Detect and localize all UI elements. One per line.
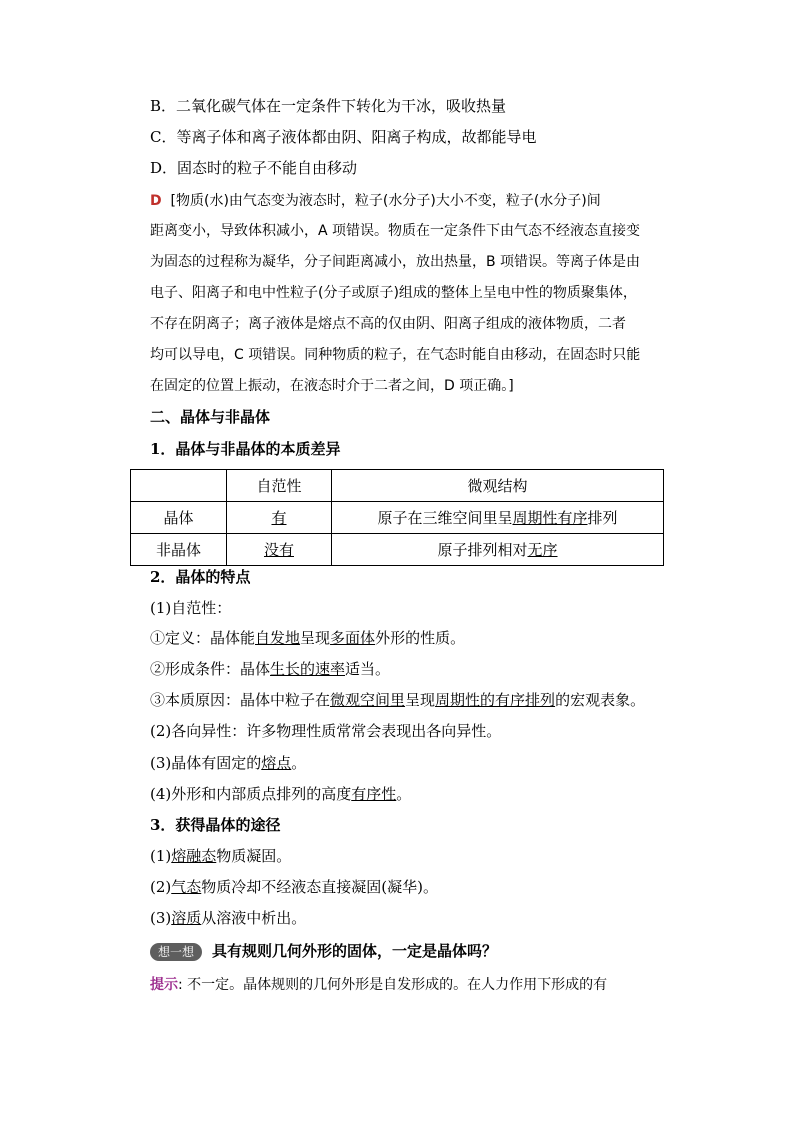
point-1c: ③本质原因：晶体中粒子在微观空间里呈现周期性的有序排列的宏观表象。	[150, 691, 646, 709]
point-4: (4)外形和内部质点排列的高度有序性。	[150, 785, 412, 803]
section-title: 二、晶体与非晶体	[150, 408, 271, 426]
way-2: (2)气态物质冷却不经液态直接凝固(凝华)。	[150, 878, 438, 896]
point-1: (1)自范性：	[150, 599, 232, 617]
answer-line-3: 为固态的过程称为凝华，分子间距离减小，放出热量，B 项错误。等离子体是由	[150, 254, 641, 270]
table-header-cell: 自范性	[227, 470, 332, 502]
point-1b: ②形成条件：晶体生长的速率适当。	[150, 660, 391, 678]
table-header-cell: 微观结构	[332, 470, 664, 502]
point-3: (3)晶体有固定的熔点。	[150, 754, 307, 772]
table-cell: 没有	[227, 534, 332, 566]
answer-line-6: 均可以导电，C 项错误。同种物质的粒子，在气态时能自由移动，在固态时只能	[150, 347, 641, 363]
think-question: 想一想 具有规则几何外形的固体，一定是晶体吗？	[150, 941, 497, 961]
table-row	[131, 502, 664, 534]
answer-line-1: D [物质(水)由气态变为液态时，粒子(水分子)大小不变，粒子(水分子)间	[150, 193, 601, 209]
answer-line-2: 距离变小，导致体积减小，A 项错误。物质在一定条件下由气态不经液态直接变	[150, 223, 641, 239]
answer-line-7: 在固定的位置上振动，在液态时介于二者之间，D 项正确。]	[150, 378, 514, 394]
point-2: (2)各向异性：许多物理性质常常会表现出各向异性。	[150, 722, 502, 740]
point-1a: ①定义：晶体能自发地呈现多面体外形的性质。	[150, 629, 466, 647]
option-b: B．二氧化碳气体在一定条件下转化为干冰，吸收热量	[150, 97, 507, 115]
comparison-table	[130, 469, 664, 566]
way-3: (3)溶质从溶液中析出。	[150, 909, 307, 927]
answer-line-4: 电子、阳离子和电中性粒子(分子或原子)组成的整体上呈电中性的物质聚集体，	[150, 285, 637, 301]
way-1: (1)熔融态物质凝固。	[150, 847, 292, 865]
option-c: C．等离子体和离子液体都由阴、阳离子构成，故都能导电	[150, 128, 537, 146]
table-row	[131, 534, 664, 566]
hint-line: 提示: 不一定。晶体规则的几何外形是自发形成的。在人力作用下形成的有	[150, 977, 608, 993]
think-badge: 想一想	[150, 943, 202, 961]
table-header-cell	[131, 470, 227, 502]
answer-letter: D	[150, 193, 162, 209]
subheading-3: 3．获得晶体的途径	[150, 816, 281, 834]
table-cell: 原子排列相对无序	[332, 534, 664, 566]
table-cell: 非晶体	[131, 534, 227, 566]
table-cell: 晶体	[131, 502, 227, 534]
option-d: D．固态时的粒子不能自由移动	[150, 159, 358, 177]
subheading-1: 1．晶体与非晶体的本质差异	[150, 440, 341, 458]
hint-label: 提示	[150, 977, 178, 993]
answer-line-5: 不存在阴离子；离子液体是熔点不高的仅由阴、阳离子组成的液体物质，二者	[150, 316, 626, 332]
subheading-2: 2．晶体的特点	[150, 568, 251, 586]
table-cell: 有	[227, 502, 332, 534]
table-cell: 原子在三维空间里呈周期性有序排列	[332, 502, 664, 534]
hint-text: 不一定。晶体规则的几何外形是自发形成的。在人力作用下形成的有	[187, 977, 608, 993]
table-header-row	[131, 470, 664, 502]
